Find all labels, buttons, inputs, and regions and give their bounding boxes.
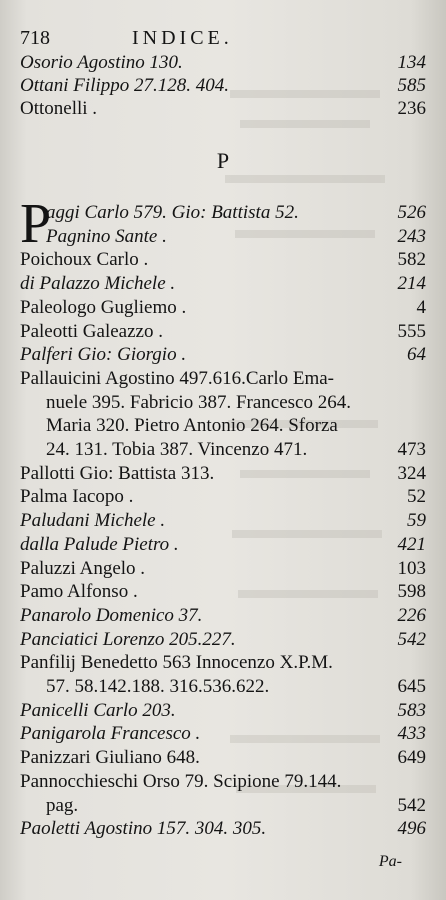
entry-text: Panfilij Benedetto 563 Innocenzo X.P.M. [20, 652, 333, 674]
entry-page-number: 598 [397, 581, 426, 603]
entry-text: Panarolo Domenico 37. [20, 604, 203, 626]
entry-text: Paludani Michele . [20, 510, 166, 532]
entry-text: nuele 395. Fabricio 387. Francesco 264. [46, 391, 351, 413]
entry-page-number: 555 [397, 320, 426, 342]
entry-page-number: 542 [397, 794, 426, 816]
entry-page-number [420, 366, 426, 392]
entry-page-number: 214 [397, 273, 426, 295]
index-entry [20, 745, 426, 771]
index-entry [20, 532, 426, 558]
drop-capital: P [20, 193, 52, 255]
entry-page-number: 236 [397, 98, 426, 119]
index-entry [46, 674, 426, 700]
entry-text: Pannocchieschi Orso 79. Scipione 79.144. [20, 770, 342, 792]
index-entry [20, 461, 426, 487]
index-entry [20, 579, 426, 605]
index-entry [46, 413, 426, 439]
entry-text: Pallotti Gio: Battista 313. [20, 462, 215, 484]
entry-page-number: 59 [407, 510, 426, 532]
page-title: INDICE. [132, 27, 233, 49]
index-entry [46, 224, 426, 250]
index-entry [20, 247, 426, 273]
section-letter: P [216, 148, 230, 173]
index-entry [46, 390, 426, 416]
index-entry [20, 721, 426, 747]
entry-text: pag. [46, 794, 79, 816]
entry-text: Ottonelli . [20, 98, 98, 119]
entry-page-number: 473 [397, 439, 426, 460]
index-entry [20, 556, 426, 582]
index-entry [20, 816, 426, 842]
page-header [20, 24, 426, 52]
entry-text: Palma Iacopo . [20, 486, 134, 508]
index-entry [20, 698, 426, 724]
entry-page-number: 103 [397, 557, 426, 579]
entry-page-number [420, 769, 426, 795]
index-entry [20, 366, 426, 392]
entry-text: Maria 320. Pietro Antonio 264. Sforza [46, 415, 338, 437]
index-entry [20, 627, 426, 653]
entry-text: Pagnino Sante . [46, 225, 167, 247]
entry-page-number: 496 [397, 818, 426, 840]
entry-text: 24. 131. Tobia 387. Vincenzo 471. [46, 439, 308, 460]
catchword: Pa- [378, 853, 402, 870]
entry-text: Panicelli Carlo 203. [20, 699, 176, 721]
entry-page-number: 421 [397, 533, 426, 555]
index-entry [46, 200, 426, 226]
index-entry [20, 650, 426, 676]
entry-page-number [420, 413, 426, 439]
entry-page-number [420, 650, 426, 676]
entry-text: Panigarola Francesco . [20, 723, 201, 745]
entry-page-number: 583 [397, 699, 426, 721]
entry-text: Panciatici Lorenzo 205.227. [20, 628, 236, 650]
index-entry [20, 342, 426, 368]
entry-page-number: 4 [416, 296, 426, 318]
entry-page-number: 585 [397, 75, 426, 96]
entry-text: 57. 58.142.188. 316.536.622. [46, 676, 270, 697]
entry-page-number: 542 [397, 628, 426, 650]
entry-text: Pallauicini Agostino 497.616.Carlo Ema- [20, 367, 334, 389]
entry-page-number: 649 [397, 747, 426, 769]
index-entry [20, 319, 426, 345]
entry-page-number: 526 [397, 202, 426, 223]
index-entry [20, 484, 426, 510]
page-number: 718 [20, 27, 50, 49]
entry-text: Panizzari Giuliano 648. [20, 747, 200, 769]
entry-text: Paluzzi Angelo . [20, 557, 146, 579]
index-entry [46, 437, 426, 463]
entry-text: Paleologo Gugliemo . [20, 296, 187, 318]
index-entry [46, 793, 426, 819]
entry-text: Pamo Alfonso . [20, 581, 138, 603]
entry-text: aggi Carlo 579. Gio: Battista 52. [46, 202, 299, 223]
entry-page-number: 243 [397, 225, 426, 247]
entry-text: Paleotti Galeazzo . [20, 320, 163, 342]
entry-page-number: 324 [397, 462, 426, 484]
entry-text: Ottani Filippo 27.128. 404. [20, 75, 229, 96]
entry-page-number: 52 [407, 486, 426, 508]
index-entry [20, 295, 426, 321]
entry-text: dalla Palude Pietro . [20, 533, 179, 555]
index-entry [20, 271, 426, 297]
entry-page-number: 645 [397, 676, 426, 697]
entry-page-number [420, 390, 426, 416]
index-entry [20, 96, 426, 122]
entry-page-number: 226 [397, 604, 426, 626]
index-entry [20, 603, 426, 629]
entry-text: Osorio Agostino 130. [20, 52, 183, 73]
entry-page-number: 64 [407, 344, 426, 366]
entry-page-number: 582 [397, 249, 426, 271]
entry-text: Palferi Gio: Giorgio . [20, 344, 187, 366]
entry-page-number: 134 [397, 52, 426, 73]
index-entry [20, 508, 426, 534]
entry-text: Poichoux Carlo . [20, 249, 149, 271]
entry-text: di Palazzo Michele . [20, 273, 176, 295]
index-entry [20, 769, 426, 795]
entry-page-number: 433 [397, 723, 426, 745]
entry-text: Paoletti Agostino 157. 304. 305. [20, 818, 267, 840]
